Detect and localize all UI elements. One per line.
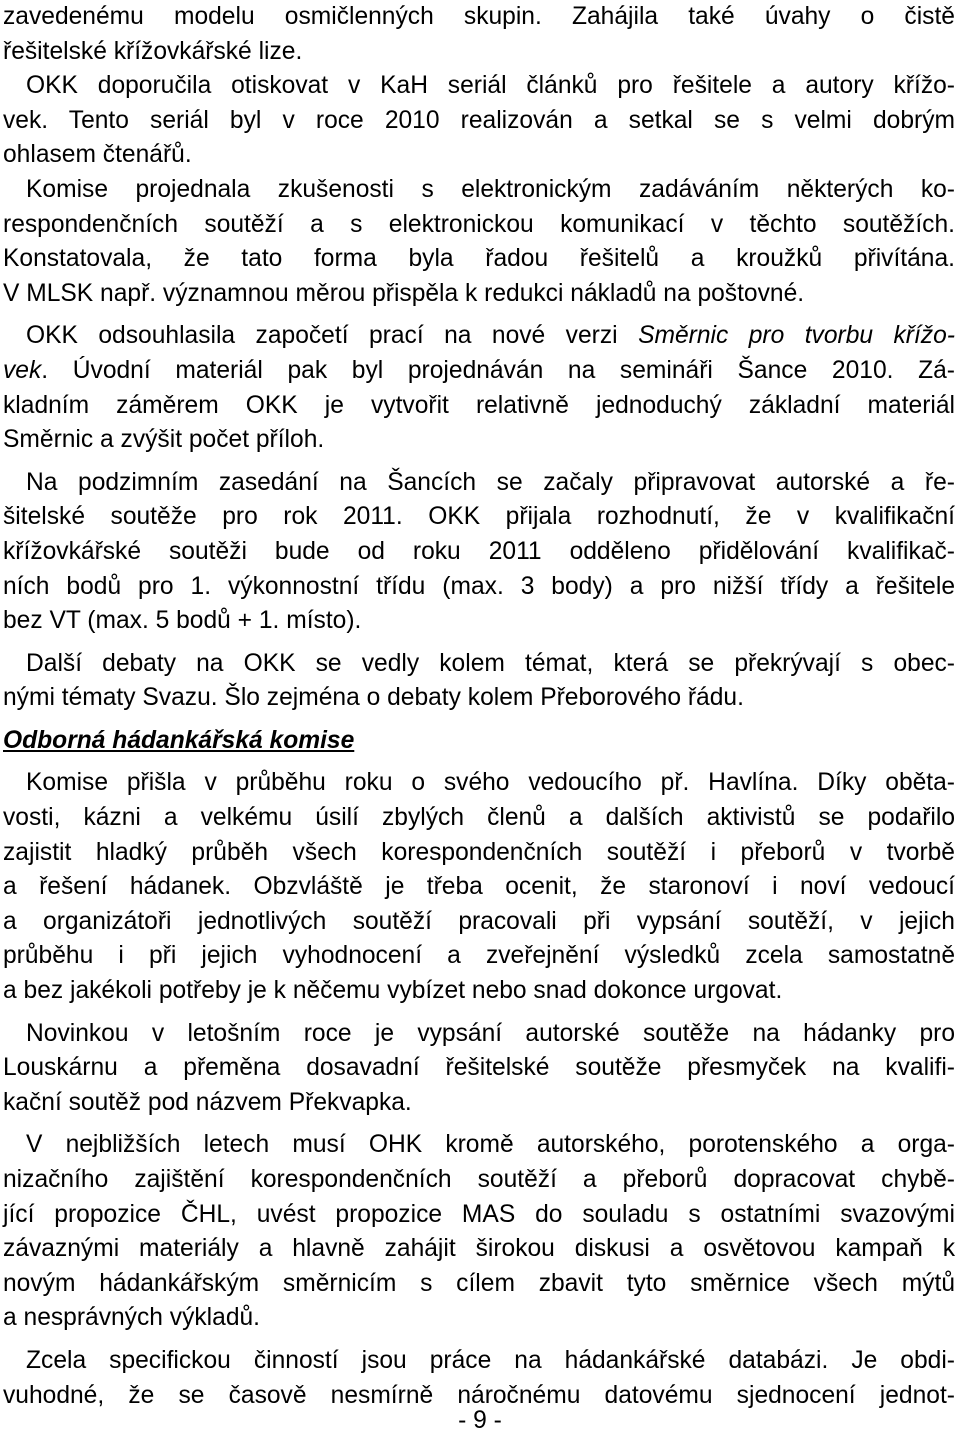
text-line: Konstatovala, že tato forma byla řadou řešitelů a kroužků přivítána. (3, 245, 955, 273)
text-line: Komise projednala zkušenosti s elektronickým zadáváním některých ko- (26, 175, 955, 203)
text-line: a nesprávných výkladů. (3, 1304, 261, 1332)
text-line: V nejbližších letech musí OHK kromě autorského, porotenského a orga- (26, 1131, 955, 1159)
paragraph (3, 1128, 955, 1336)
text-segment: OKK odsouhlasila započetí prací na nové verzi (26, 322, 618, 350)
text-line: a organizátoři jednotlivých soutěží pracovali při vypsání soutěží, v jejich (3, 907, 955, 935)
text-line: Na podzimním zasedání na Šancích se začaly připravovat autorské a ře- (26, 468, 955, 496)
paragraph (3, 1017, 955, 1121)
text-line: Další debaty na OKK se vedly kolem témat, která se překrývají s obec- (26, 649, 955, 677)
document-page (3, 0, 955, 1413)
text-line: bez VT (max. 5 bodů + 1. místo). (3, 607, 362, 635)
text-line: šitelské soutěže pro rok 2011. OKK přijala rozhodnutí, že v kvalifikační (3, 503, 955, 531)
document-title-italic: vek (3, 356, 42, 384)
document-title-italic: Směrnic pro tvorbu křížo- (638, 322, 955, 350)
text-line: Směrnic a zvýšit počet příloh. (3, 426, 325, 454)
text-line: ních bodů pro 1. výkonnostní třídu (max. 3 body) a pro nižší třídy a řešitele (3, 572, 955, 600)
paragraph (3, 319, 955, 457)
text-line: kační soutěž pod názvem Překvapka. (3, 1088, 412, 1116)
text-line: ohlasem čtenářů. (3, 141, 192, 169)
text-line: vosti, kázni a velkému úsilí zbylých členů a dalších aktivistů se podařilo (3, 804, 955, 832)
text-line: křížovkářské soutěži bude od roku 2011 odděleno přidělování kvalifikač- (3, 537, 955, 565)
text-line: vek. Tento seriál byl v roce 2010 realizován a setkal se s velmi dobrým (3, 106, 955, 134)
text-line: respondenčních soutěží a s elektronickou komunikací v těchto soutěžích. (3, 210, 955, 238)
paragraph (3, 0, 955, 69)
text-line: nizačního zajištění korespondenčních soutěží a přeborů dopracovat chybě- (3, 1166, 955, 1193)
text-line: závaznými materiály a hlavně zahájit širokou diskusi a osvětovou kampaň k (3, 1235, 955, 1263)
text-line: kladním záměrem OKK je vytvořit relativně jednoduchý základní materiál (3, 391, 955, 419)
text-line (3, 319, 955, 354)
text-line: OKK doporučila otiskovat v KaH seriál článků pro řešitele a autory křížo- (26, 72, 955, 100)
text-line: Novinkou v letošním roce je vypsání autorské soutěže na hádanky pro (26, 1019, 955, 1047)
page-number: - 9 - (458, 1407, 502, 1434)
text-line: jící propozice ČHL, uvést propozice MAS do souladu s ostatními svazovými (3, 1200, 955, 1228)
section-heading: Odborná hádankářská komise (3, 726, 355, 754)
text-line: Louskárnu a přeměna dosavadní řešitelské soutěže přesmyček na kvalifi- (3, 1054, 955, 1082)
text-line: průběhu i při jejich vyhodnocení a zveřejnění výsledků zcela samostatně (3, 942, 955, 970)
text-line (3, 354, 955, 389)
text-line: V MLSK např. významnou měrou přispěla k redukci nákladů na poštovné. (3, 279, 805, 307)
text-line: nými tématy Svazu. Šlo zejména o debaty kolem Přeborového řádu. (3, 684, 744, 712)
paragraph (3, 766, 955, 1008)
text-line: a bez jakékoli potřeby je k něčemu vybízet nebo snad dokonce urgovat. (3, 977, 783, 1005)
text-line: Zcela specifickou činností jsou práce na hádankářské databázi. Je obdi- (26, 1346, 955, 1374)
text-line: novým hádankářským směrnicím s cílem zbavit tyto směrnice všech mýtů (3, 1269, 955, 1297)
paragraph (3, 1344, 955, 1413)
text-line: zajistit hladký průběh všech korespondenčních soutěží i přeborů v tvorbě (3, 838, 955, 866)
text-line: vuhodné, že se časově nesmírně náročnému datovému sjednocení jednot- (3, 1381, 955, 1409)
paragraph (3, 69, 955, 173)
text-line: zavedenému modelu osmičlenných skupin. Zahájila také úvahy o čistě (3, 3, 955, 30)
paragraph (3, 466, 955, 639)
paragraph (3, 647, 955, 716)
paragraph (3, 173, 955, 311)
text-line: a řešení hádanek. Obzvláště je třeba ocenit, že staronoví i noví vedoucí (3, 873, 955, 901)
text-segment: . Úvodní materiál pak byl projednáván na semináři Šance 2010. Zá- (41, 356, 955, 384)
text-line: Komise přišla v průběhu roku o svého vedoucího př. Havlína. Díky oběta- (26, 769, 955, 797)
text-line: řešitelské křížovkářské lize. (3, 37, 303, 65)
